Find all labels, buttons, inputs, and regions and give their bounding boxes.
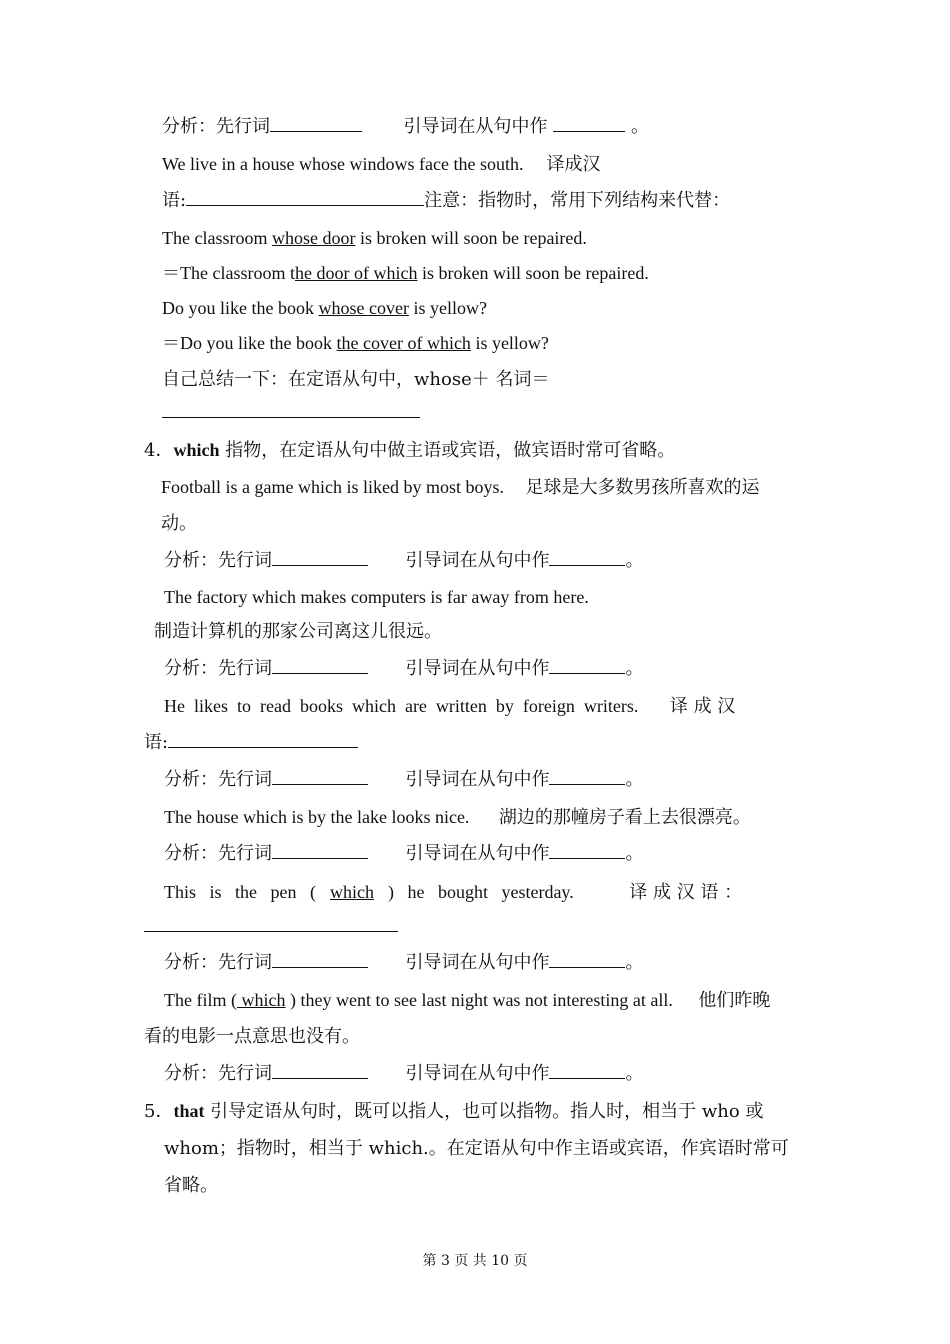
analysis-function-label: 引导词在从句中作 <box>405 550 550 571</box>
analysis-function-label: 引导词在从句中作 <box>405 658 550 679</box>
sentence-text: ＝Do you like the book <box>162 333 337 353</box>
translation-line <box>154 619 442 645</box>
footer-suffix: 页 <box>513 1253 528 1269</box>
section-number: 5． <box>144 1101 174 1122</box>
underlined-phrase: the cover of which <box>336 333 471 353</box>
analysis-line <box>164 656 643 682</box>
page-footer <box>0 1250 950 1270</box>
sentence-text: The factory which makes computers is far away from here. <box>164 587 589 607</box>
example-sentence <box>164 584 589 610</box>
analysis-function-label: 引导词在从句中作 <box>405 843 550 864</box>
section-number: 4． <box>144 440 174 461</box>
function-blank <box>549 768 625 785</box>
sentence-text: ) he bought yesterday. <box>387 882 574 902</box>
antecedent-blank <box>272 549 368 566</box>
underlined-phrase: which <box>236 990 286 1010</box>
section-text: whom；指物时，相当于 which.。在定语从句中作主语或宾语，作宾语时常可 <box>164 1138 789 1159</box>
period: 。 <box>625 769 644 790</box>
translation-text: 足球是大多数男孩所喜欢的运 <box>525 477 760 498</box>
analysis-line <box>164 1061 643 1087</box>
sentence-text: is broken will soon be repaired. <box>355 228 587 248</box>
translation-text: 动。 <box>161 513 197 534</box>
translation-continued <box>161 511 197 537</box>
analysis-line <box>164 548 643 574</box>
page-total: 10 <box>491 1253 510 1269</box>
period: 。 <box>625 550 644 571</box>
example-sentence <box>164 804 751 831</box>
antecedent-blank <box>272 842 368 859</box>
sentence-text: ＝The classroom t <box>162 263 295 283</box>
sentence-text: The film ( <box>164 990 237 1010</box>
analysis-function-label: 引导词在从句中作 <box>405 769 550 790</box>
analysis-line <box>162 114 649 140</box>
sentence-text: Do you like the book <box>162 298 319 318</box>
translation-line <box>144 730 358 756</box>
example-sentence <box>161 474 759 501</box>
section-text-line <box>164 1173 218 1199</box>
function-blank <box>549 842 625 859</box>
underlined-phrase: he door of which <box>294 263 418 283</box>
translation-continued <box>144 1024 360 1050</box>
example-sentence <box>164 693 735 720</box>
sentence-text: is yellow? <box>408 298 487 318</box>
example-sentence <box>162 225 587 251</box>
translation-blank <box>144 915 398 932</box>
translation-text: 制造计算机的那家公司离这儿很远。 <box>154 621 442 642</box>
keyword: which <box>173 440 220 460</box>
analysis-antecedent-label: 分析：先行词 <box>162 116 270 137</box>
antecedent-blank <box>272 1062 368 1079</box>
section-text-line <box>164 1136 789 1162</box>
analysis-antecedent-label: 分析：先行词 <box>164 550 272 571</box>
period: 。 <box>630 116 649 137</box>
translation-blank-line <box>144 914 398 940</box>
sentence-text: The house which is by the lake looks nice. <box>164 807 470 827</box>
analysis-antecedent-label: 分析：先行词 <box>164 1063 272 1084</box>
translation-blank <box>186 189 424 206</box>
function-blank <box>549 1062 625 1079</box>
summary-blank-line <box>162 400 420 426</box>
function-blank <box>549 951 625 968</box>
summary-text: 自己总结一下：在定语从句中，whose＋ 名词＝ <box>162 369 550 390</box>
analysis-line <box>164 841 643 867</box>
antecedent-blank <box>272 768 368 785</box>
translation-line <box>162 188 730 214</box>
translate-prompt: 译成汉 <box>546 154 601 174</box>
section-heading-that <box>144 1098 763 1125</box>
period: 。 <box>625 843 644 864</box>
sentence-text: is broken will soon be repaired. <box>417 263 649 283</box>
footer-middle: 页 共 <box>454 1253 487 1269</box>
translate-prompt-tail: 语: <box>162 190 187 211</box>
note-text: 注意：指物时，常用下列结构来代替： <box>424 190 731 211</box>
antecedent-blank <box>270 115 362 132</box>
underlined-phrase: whose door <box>271 228 356 248</box>
underlined-phrase: which <box>329 882 374 902</box>
analysis-function-label: 引导词在从句中作 <box>405 952 550 973</box>
translate-prompt-tail: 语: <box>144 732 169 753</box>
example-sentence <box>162 260 649 286</box>
sentence-text: The classroom <box>162 228 272 248</box>
section-text: 省略。 <box>164 1175 218 1196</box>
sentence-text: This is the pen ( <box>164 882 316 902</box>
analysis-antecedent-label: 分析：先行词 <box>164 769 272 790</box>
sentence-text: is yellow? <box>470 333 549 353</box>
sentence-text: ) they went to see last night was not interesting at all. <box>285 990 673 1010</box>
section-text: 引导定语从句时，既可以指人，也可以指物。指人时，相当于 who 或 <box>204 1101 764 1122</box>
analysis-function-label: 引导词在从句中作 <box>403 116 548 137</box>
analysis-line <box>164 767 643 793</box>
analysis-line <box>164 950 643 976</box>
function-blank <box>549 549 625 566</box>
sentence-text: We live in a house whose windows face the south. <box>162 154 524 174</box>
example-sentence <box>162 295 487 321</box>
analysis-antecedent-label: 分析：先行词 <box>164 952 272 973</box>
analysis-antecedent-label: 分析：先行词 <box>164 658 272 679</box>
period: 。 <box>625 658 644 679</box>
antecedent-blank <box>272 951 368 968</box>
section-heading-which <box>144 437 675 464</box>
translation-blank <box>168 731 358 748</box>
sentence-text: Football is a game which is liked by most boys. <box>161 477 504 497</box>
period: 。 <box>625 952 644 973</box>
summary-line <box>162 367 549 393</box>
example-sentence <box>162 151 600 177</box>
antecedent-blank <box>272 657 368 674</box>
example-sentence <box>164 879 742 906</box>
example-sentence <box>162 330 549 356</box>
period: 。 <box>625 1063 644 1084</box>
function-blank <box>549 657 625 674</box>
function-blank <box>553 115 625 132</box>
analysis-function-label: 引导词在从句中作 <box>405 1063 550 1084</box>
underlined-phrase: whose cover <box>318 298 409 318</box>
sentence-text: He likes to read books which are written by foreign writers. <box>164 696 639 716</box>
analysis-antecedent-label: 分析：先行词 <box>164 843 272 864</box>
translate-prompt: 译 成 汉 语 ： <box>629 882 743 903</box>
translation-text: 他们昨晚 <box>698 990 771 1011</box>
summary-blank <box>162 401 420 418</box>
page-number: 3 <box>440 1253 450 1269</box>
example-sentence <box>164 987 770 1014</box>
translation-text: 看的电影一点意思也没有。 <box>144 1026 360 1047</box>
translate-prompt: 译 成 汉 <box>669 696 736 717</box>
section-text: 指物，在定语从句中做主语或宾语，做宾语时常可省略。 <box>219 440 676 461</box>
translation-text: 湖边的那幢房子看上去很漂亮。 <box>498 807 751 828</box>
keyword: that <box>173 1101 205 1121</box>
footer-prefix: 第 <box>422 1253 437 1269</box>
